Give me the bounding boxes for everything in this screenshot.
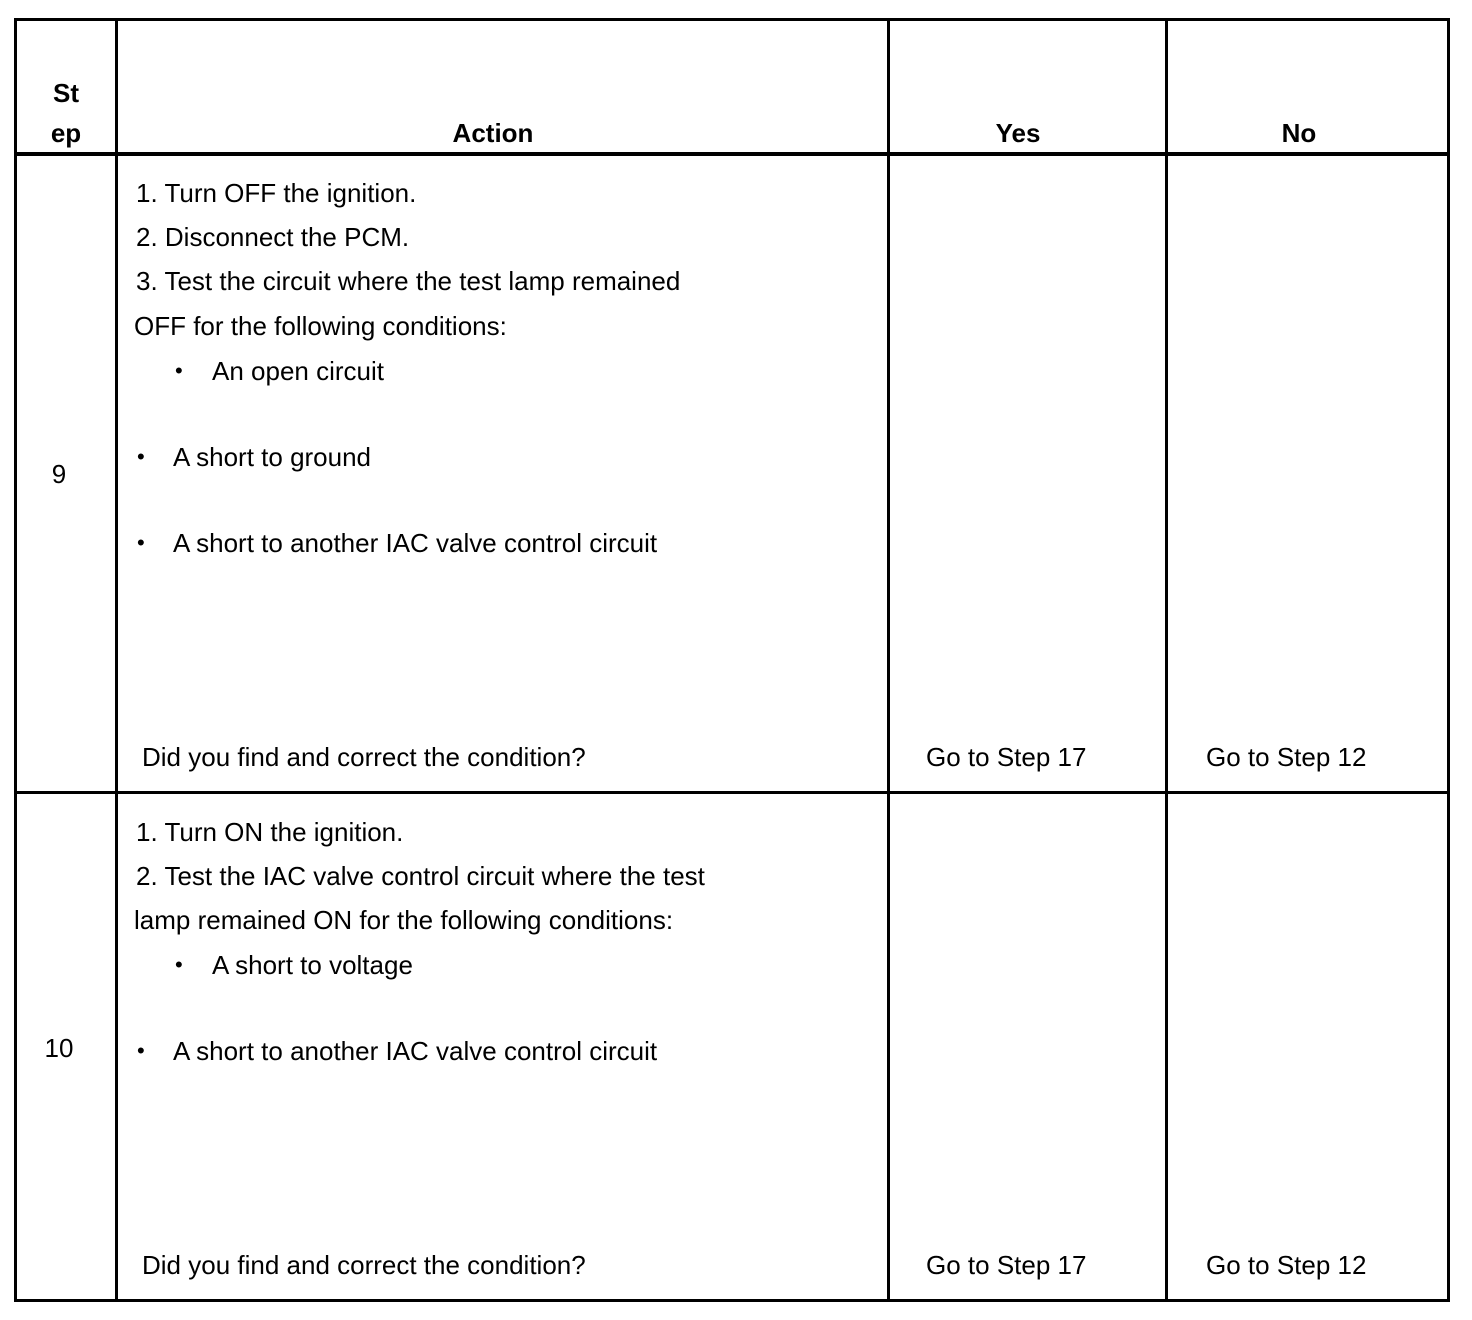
- header-no: No: [1281, 118, 1317, 148]
- action-line: lamp remained ON for the following conditions:: [134, 905, 674, 935]
- header-step-line2: ep: [50, 118, 82, 148]
- table-right-border: [1447, 18, 1450, 1302]
- bullet-item: A short to voltage: [212, 950, 413, 980]
- bullet-item: An open circuit: [212, 356, 384, 386]
- no-result: Go to Step 12: [1206, 742, 1367, 772]
- bullet-icon: •: [175, 952, 183, 977]
- table-bottom-border: [14, 1299, 1450, 1302]
- bullet-item: A short to another IAC valve control circuit: [173, 528, 658, 558]
- table-top-border: [14, 18, 1450, 21]
- action-column-divider: [887, 18, 890, 1302]
- question: Did you find and correct the condition?: [142, 742, 586, 772]
- bullet-item: A short to ground: [173, 442, 372, 472]
- action-line: 2. Disconnect the PCM.: [136, 222, 410, 252]
- yes-result: Go to Step 17: [926, 1250, 1087, 1280]
- header-yes: Yes: [995, 118, 1041, 148]
- action-line: 1. Turn OFF the ignition.: [136, 178, 417, 208]
- header-step-line1: St: [53, 78, 79, 108]
- action-line: 3. Test the circuit where the test lamp remained: [136, 266, 681, 296]
- step-number: 10: [44, 1033, 74, 1063]
- bullet-icon: •: [137, 1038, 145, 1063]
- action-line: OFF for the following conditions:: [134, 311, 507, 341]
- question: Did you find and correct the condition?: [142, 1250, 586, 1280]
- yes-column-divider: [1165, 18, 1168, 1302]
- no-result: Go to Step 12: [1206, 1250, 1367, 1280]
- table-left-border: [14, 18, 17, 1302]
- step-column-divider: [115, 18, 118, 1302]
- yes-result: Go to Step 17: [926, 742, 1087, 772]
- bullet-icon: •: [137, 444, 145, 469]
- bullet-item: A short to another IAC valve control circuit: [173, 1036, 658, 1066]
- step-number: 9: [51, 459, 67, 489]
- troubleshooting-table: [14, 18, 1450, 1302]
- bullet-icon: •: [137, 530, 145, 555]
- action-line: 2. Test the IAC valve control circuit where the test: [136, 861, 705, 891]
- bullet-icon: •: [175, 358, 183, 383]
- header-action: Action: [452, 118, 534, 148]
- action-line: 1. Turn ON the ignition.: [136, 817, 404, 847]
- header-bottom-border: [14, 152, 1450, 156]
- row-divider: [14, 791, 1450, 794]
